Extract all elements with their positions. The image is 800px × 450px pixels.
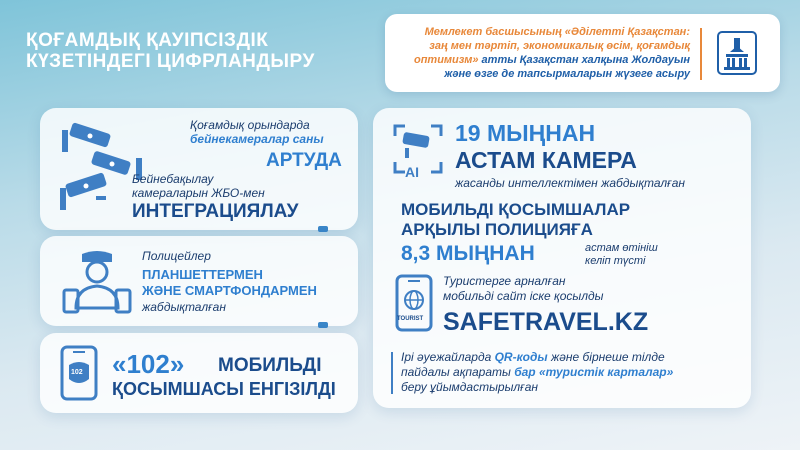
tourist-icon-label: TOURIST xyxy=(397,316,424,322)
cameras-text-1 xyxy=(190,118,324,146)
police-line-2: ПЛАНШЕТТЕРМЕН xyxy=(142,267,263,282)
quote-line-2: заң мен тәртіп, экономикалық өсім, қоғамдық xyxy=(429,40,690,52)
police-officer-icon xyxy=(62,248,132,314)
app-102-card xyxy=(40,333,358,413)
applications-count: 8,3 МЫҢНАН xyxy=(401,242,535,265)
cameras-line-4: камераларын ЖБО-мен xyxy=(132,186,265,200)
app-icon-label: 102 xyxy=(71,369,83,376)
airport-line-1-c: және бірнеше тілде xyxy=(547,350,665,364)
page-title xyxy=(26,30,326,72)
airport-line-1 xyxy=(401,350,673,365)
applications-note xyxy=(585,242,658,268)
quote-line-3 xyxy=(390,53,690,67)
tourist-phone-icon xyxy=(395,274,433,332)
tourist-text xyxy=(443,274,603,304)
police-line-3: ЖӘНЕ СМАРТФОНДАРМЕН xyxy=(142,283,317,298)
cameras-count-line-1: 19 МЫҢНАН xyxy=(455,120,596,146)
cameras-line-2: бейнекамералар саны xyxy=(190,132,324,146)
government-building-icon xyxy=(716,30,758,76)
app-102-big: «102» xyxy=(112,349,185,379)
police-line-1: Полицейлер xyxy=(142,249,211,263)
police-card xyxy=(40,236,358,326)
page-title-line-2: КҮЗЕТІНДЕГІ ЦИФРЛАНДЫРУ xyxy=(26,51,315,72)
quote-divider xyxy=(700,28,702,80)
airport-line-2-a: пайдалы ақпараты xyxy=(401,365,515,379)
applications-note-line-1: астам өтініш xyxy=(585,242,658,254)
airport-line-2-b: бар «туристік карталар» xyxy=(514,365,674,379)
page-title-line-1: ҚОҒАМДЫҚ ҚАУІПСІЗДІК xyxy=(26,30,269,51)
airport-line-1-b: QR-коды xyxy=(494,350,548,364)
airport-line-3: беру ұйымдастырылған xyxy=(401,380,538,394)
connector-dot xyxy=(318,322,328,328)
tourist-line-2: мобильді сайт іске қосылды xyxy=(443,289,604,303)
cameras-count-line-2: АСТАМ КАМЕРА xyxy=(455,147,637,173)
quote-line-4: және өзге де тапсырмаларын жүзеге асыру xyxy=(444,68,690,80)
airport-line-1-a: Ірі әуежайларда xyxy=(401,350,495,364)
police-text xyxy=(142,248,317,315)
airport-line-2 xyxy=(401,365,673,380)
airport-text xyxy=(401,350,673,395)
mobile-apps-line-1: МОБИЛЬДІ ҚОСЫМШАЛАР xyxy=(401,200,631,219)
quote-line-1: Мемлекет басшысының «Әділетті Қазақстан: xyxy=(424,26,690,38)
mobile-apps-line-2: АРҚЫЛЫ ПОЛИЦИЯҒА xyxy=(401,220,593,239)
stats-card xyxy=(373,108,751,408)
cameras-count xyxy=(455,120,637,174)
airport-bar xyxy=(391,352,393,394)
cameras-line-3: Бейнебақылау xyxy=(132,172,214,186)
app-line-2: ҚОСЫМШАСЫ ЕНГІЗІЛДІ xyxy=(112,379,336,399)
mobile-apps-text xyxy=(401,200,630,240)
police-line-4: жабдықталған xyxy=(142,300,226,314)
quote-text xyxy=(390,25,690,81)
cameras-text-2 xyxy=(132,172,265,200)
quote-line-3-accent: оптимизм» xyxy=(413,54,479,66)
ai-label: AI xyxy=(405,164,419,180)
cameras-increasing: АРТУДА xyxy=(266,150,342,171)
quote-box xyxy=(385,14,780,92)
cameras-integration: ИНТЕГРАЦИЯЛАУ xyxy=(132,201,299,222)
cameras-ai-note: жасанды интеллектімен жабдықталған xyxy=(455,176,685,190)
connector-dot xyxy=(318,226,328,232)
tourist-line-1: Туристерге арналған xyxy=(443,274,566,288)
app-line-1: МОБИЛЬДІ xyxy=(218,355,322,376)
cameras-card xyxy=(40,108,358,230)
quote-line-3-rest: атты Қазақстан халқына Жолдауын xyxy=(478,54,690,66)
safetravel-site: SAFETRAVEL.KZ xyxy=(443,308,649,336)
cameras-line-1: Қоғамдық орындарда xyxy=(190,118,310,132)
applications-note-line-2: келіп түсті xyxy=(585,255,646,267)
